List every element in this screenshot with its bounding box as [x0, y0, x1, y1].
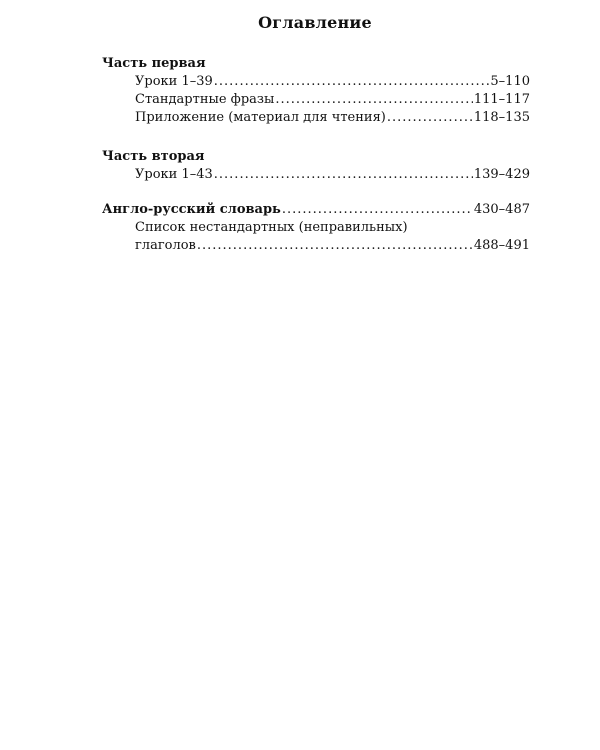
toc-entry-lessons-1-43[interactable]: [102, 166, 530, 184]
toc-entry-label: Приложение (материал для чтения): [135, 110, 386, 125]
toc-entry-label: Уроки 1–43: [135, 167, 213, 182]
toc-entry-pages: 118–135: [473, 110, 530, 125]
section-spacer: [102, 127, 530, 148]
part-two-heading: Часть вторая: [102, 149, 205, 164]
dot-leader: [214, 166, 473, 184]
section-spacer: [102, 184, 530, 201]
toc-entry-lessons-1-39[interactable]: [102, 73, 530, 91]
toc-entry-irregular-verbs[interactable]: [102, 237, 530, 255]
toc-entry-pages: 139–429: [473, 167, 530, 182]
toc-entry-label: глаголов: [135, 238, 196, 253]
table-of-contents: [102, 55, 530, 255]
dot-leader: [282, 201, 473, 219]
dot-leader: [214, 73, 490, 91]
toc-entry-label: Уроки 1–39: [135, 74, 213, 89]
part-two-section: [102, 148, 530, 184]
dictionary-section: [102, 201, 530, 255]
toc-entry-pages: 111–117: [473, 92, 530, 107]
dot-leader: [387, 109, 473, 127]
dot-leader: [275, 91, 473, 109]
toc-entry-standard-phrases[interactable]: [102, 91, 530, 109]
toc-entry-pages: 488–491: [473, 238, 530, 253]
part-one-heading: Часть первая: [102, 56, 206, 71]
toc-entry-appendix[interactable]: [102, 109, 530, 127]
toc-entry-label: Англо-русский словарь: [102, 202, 281, 217]
toc-entry-dictionary[interactable]: [102, 201, 530, 219]
part-one-section: [102, 55, 530, 127]
toc-entry-irregular-verbs-line-1[interactable]: Список нестандартных (неправильных): [135, 220, 408, 235]
page-title: Оглавление: [258, 13, 372, 32]
toc-entry-pages: 5–110: [490, 74, 530, 89]
toc-entry-label: Стандартные фразы: [135, 92, 275, 107]
dot-leader: [197, 237, 473, 255]
toc-entry-pages: 430–487: [473, 202, 530, 217]
